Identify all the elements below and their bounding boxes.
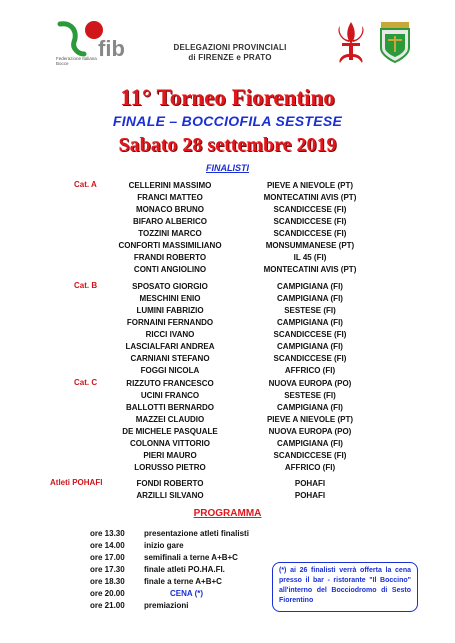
player-club: CAMPIGIANA (FI) (277, 294, 343, 303)
category-label: Cat. A (74, 180, 97, 189)
player-row (0, 490, 455, 502)
event-date: Sabato 28 settembre 2019 (118, 134, 337, 156)
fib-logo-swoosh-icon (60, 24, 84, 54)
player-name: COLONNA VITTORIO (130, 439, 210, 448)
player-name: FONDI ROBERTO (136, 479, 204, 488)
player-row (0, 192, 455, 204)
program-desc: premiazioni (144, 601, 189, 610)
dinner-note: (*) ai 26 finalisti verrà offerta la cena presso il bar - ristorante "Il Boccino" all'interno del Bocciodromo di Sesto Fiorentino (272, 562, 418, 612)
category-label: Cat. B (74, 281, 98, 290)
player-name: RICCI IVANO (145, 330, 195, 339)
player-club: MONSUMMANESE (PT) (265, 241, 355, 250)
delegation-header (160, 43, 300, 63)
category-a-block (0, 180, 455, 276)
player-row (0, 329, 455, 341)
player-club: AFFRICO (FI) (284, 463, 336, 472)
program-time: ore 21.00 (90, 601, 125, 610)
player-name: CONFORTI MASSIMILIANO (118, 241, 222, 250)
player-row (0, 317, 455, 329)
event-subtitle: FINALE – BOCCIOFILA SESTESE (112, 113, 343, 129)
player-row (0, 216, 455, 228)
player-row (0, 378, 455, 390)
player-row (0, 341, 455, 353)
player-name: MESCHINI ENIO (139, 294, 201, 303)
program-time: ore 13.30 (90, 529, 125, 538)
player-club: SCANDICCESE (FI) (273, 354, 347, 363)
player-name: FORNAINI FERNANDO (126, 318, 214, 327)
program-item (90, 600, 290, 612)
player-club: PIEVE A NIEVOLE (PT) (266, 415, 354, 424)
player-row (0, 390, 455, 402)
player-name: BALLOTTI BERNARDO (126, 403, 214, 412)
player-name: CONTI ANGIOLINO (133, 265, 207, 274)
player-row (0, 204, 455, 216)
program-item (90, 552, 290, 564)
player-club: NUOVA EUROPA (PO) (268, 427, 352, 436)
player-row (0, 281, 455, 293)
player-name: BIFARO ALBERICO (133, 217, 207, 226)
program-item (90, 540, 290, 552)
player-name: DE MICHELE PASQUALE (122, 427, 218, 436)
player-name: ARZILLI SILVANO (136, 491, 204, 500)
player-club: AFFRICO (FI) (284, 366, 336, 375)
player-club: SESTESE (FI) (284, 391, 336, 400)
player-club: NUOVA EUROPA (PO) (268, 379, 352, 388)
player-name: RIZZUTO FRANCESCO (126, 379, 214, 388)
player-row (0, 402, 455, 414)
prato-shield-icon (378, 20, 412, 64)
player-row (0, 450, 455, 462)
program-item (90, 528, 290, 540)
player-name: TOZZINI MARCO (138, 229, 202, 238)
player-club: MONTECATINI AVIS (PT) (263, 193, 357, 202)
delegation-line2: di FIRENZE e PRATO (188, 53, 272, 62)
program-time: ore 17.00 (90, 553, 125, 562)
player-club: PIEVE A NIEVOLE (PT) (266, 181, 354, 190)
player-row (0, 228, 455, 240)
player-club: MONTECATINI AVIS (PT) (263, 265, 357, 274)
player-name: FOGGI NICOLA (140, 366, 200, 375)
program-item (90, 564, 290, 576)
category-b-block (0, 281, 455, 377)
player-club: SCANDICCESE (FI) (273, 229, 347, 238)
player-row (0, 252, 455, 264)
player-row (0, 426, 455, 438)
player-club: SCANDICCESE (FI) (273, 330, 347, 339)
main-title: 11° Torneo Fiorentino (120, 85, 335, 110)
player-row (0, 305, 455, 317)
category-c-block (0, 378, 455, 474)
player-name: FRANDI ROBERTO (133, 253, 207, 262)
program-item (90, 576, 290, 588)
player-club: CAMPIGIANA (FI) (277, 439, 343, 448)
player-row (0, 240, 455, 252)
player-row (0, 264, 455, 276)
program-list (90, 528, 290, 612)
category-label: Atleti POHAFI (50, 478, 103, 487)
player-name: CELLERINI MASSIMO (128, 181, 212, 190)
program-heading: PROGRAMMA (193, 508, 262, 519)
player-row (0, 353, 455, 365)
player-name: LORUSSO PIETRO (134, 463, 206, 472)
player-club: SCANDICCESE (FI) (273, 205, 347, 214)
player-club: SESTESE (FI) (284, 306, 336, 315)
program-desc: semifinali a terne A+B+C (144, 553, 238, 562)
finalists-heading: FINALISTI (206, 163, 249, 173)
player-club: CAMPIGIANA (FI) (277, 318, 343, 327)
player-name: UCINI FRANCO (140, 391, 200, 400)
program-item (90, 588, 290, 600)
player-name: CARNIANI STEFANO (130, 354, 210, 363)
fib-logo-text: fib (98, 36, 125, 61)
player-row (0, 478, 455, 490)
program-time: ore 14.00 (90, 541, 125, 550)
player-row (0, 365, 455, 377)
program-desc-dinner: CENA (*) (170, 589, 204, 598)
program-desc: inizio gare (144, 541, 184, 550)
program-desc: finale a terne A+B+C (144, 577, 222, 586)
player-row (0, 180, 455, 192)
florence-lily-icon (334, 20, 368, 64)
category-label: Cat. C (74, 378, 98, 387)
player-club: IL 45 (FI) (293, 253, 327, 262)
pohafi-block (0, 478, 455, 502)
player-club: SCANDICCESE (FI) (273, 451, 347, 460)
player-name: SPOSATO GIORGIO (132, 282, 208, 291)
player-club: POHAFI (294, 479, 326, 488)
player-club: POHAFI (294, 491, 326, 500)
player-row (0, 438, 455, 450)
player-row (0, 462, 455, 474)
player-name: LASCIALFARI ANDREA (125, 342, 215, 351)
player-row (0, 293, 455, 305)
program-desc: presentazione atleti finalisti (144, 529, 249, 538)
program-time: ore 20.00 (90, 589, 125, 598)
player-name: PIERI MAURO (143, 451, 197, 460)
program-desc: finale atleti PO.HA.FI. (144, 565, 225, 574)
delegation-line1: DELEGAZIONI PROVINCIALI (173, 43, 287, 52)
player-club: CAMPIGIANA (FI) (277, 403, 343, 412)
program-time: ore 17.30 (90, 565, 125, 574)
program-time: ore 18.30 (90, 577, 125, 586)
player-name: MAZZEI CLAUDIO (135, 415, 205, 424)
player-name: FRANCI MATTEO (137, 193, 203, 202)
player-club: CAMPIGIANA (FI) (277, 342, 343, 351)
player-name: MONACO BRUNO (136, 205, 204, 214)
player-row (0, 414, 455, 426)
fib-logo-subtitle: Federazione Italiana Bocce (56, 56, 97, 66)
player-club: SCANDICCESE (FI) (273, 217, 347, 226)
player-club: CAMPIGIANA (FI) (277, 282, 343, 291)
player-name: LUMINI FABRIZIO (136, 306, 204, 315)
